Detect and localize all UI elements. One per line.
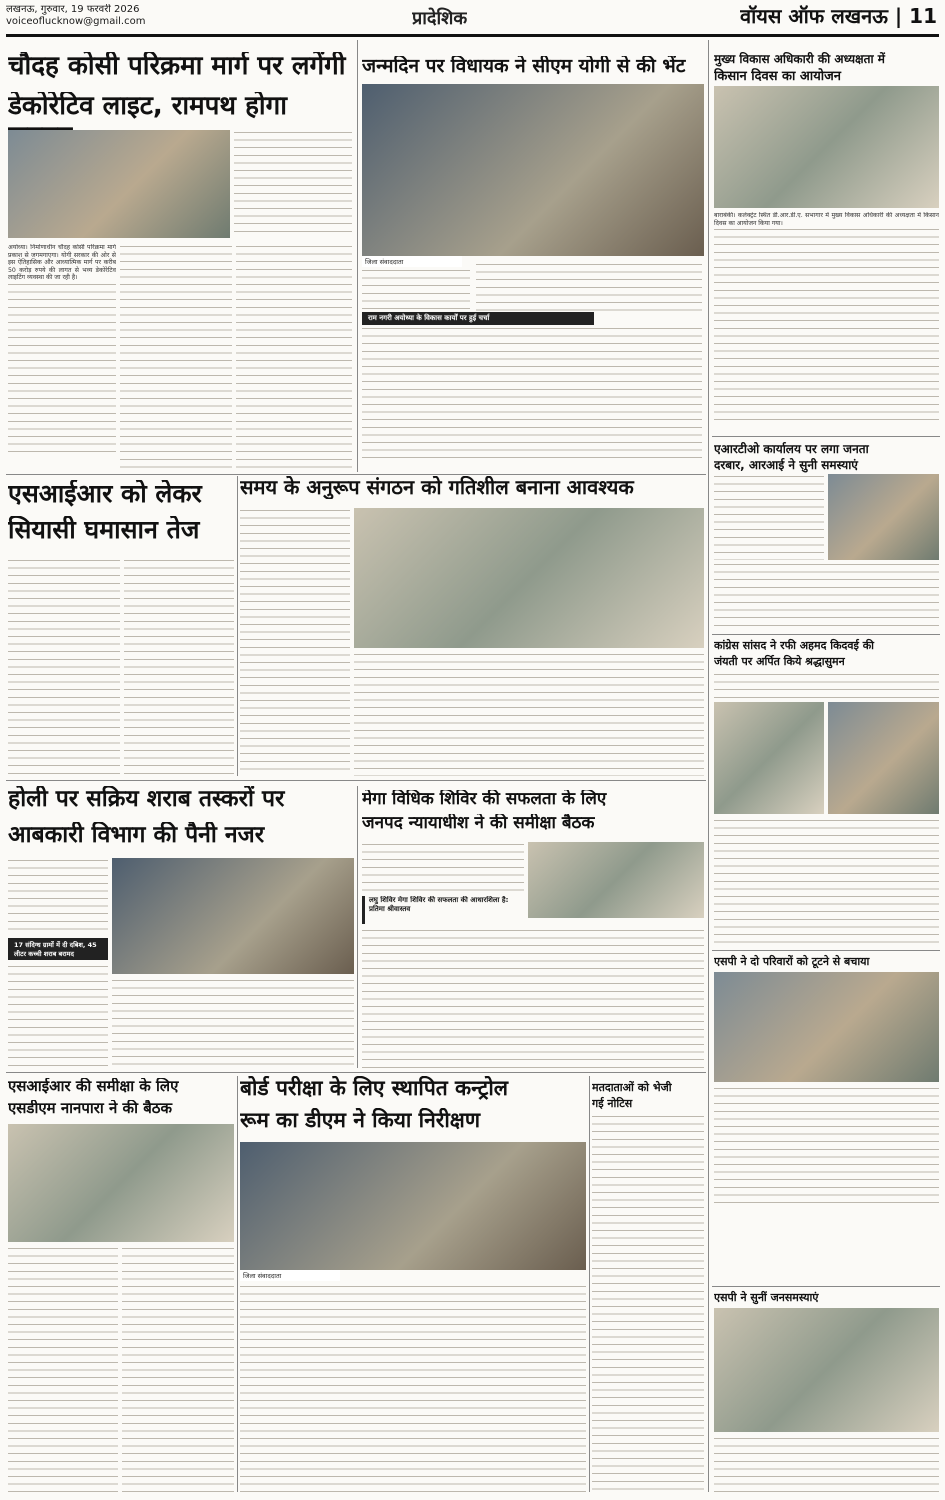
story5-photo [354, 508, 704, 648]
story11-col2 [122, 1246, 234, 1492]
story2-headline: जन्मदिन पर विधायक ने सीएम योगी से की भेंट [362, 56, 686, 77]
story7-headline-line2: जंयती पर अर्पित किये श्रद्धासुमन [714, 655, 845, 668]
story5-headline: समय के अनुरूप संगठन को गतिशील बनाना आवश्यक [240, 476, 634, 499]
story8-highlight: 17 संदिग्ध ग्रामों में दी दबिश, 45 लीटर कच्ची शराब बरामद [8, 938, 108, 960]
story4-headline-line2: सियासी घमासान तेज [8, 516, 200, 544]
separator-h7 [712, 1286, 940, 1287]
story2-col1-top [362, 268, 470, 314]
story11-photo [8, 1124, 234, 1242]
story12-photo [240, 1142, 586, 1270]
story7-photo2 [828, 702, 939, 814]
story6-body [714, 562, 939, 632]
story9-headline-line2: जनपद न्यायाधीश ने की समीक्षा बैठक [362, 814, 595, 833]
story6-headline-line2: दरबार, आरआई ने सुनी समस्याएं [714, 458, 858, 472]
masthead-left [6, 4, 145, 28]
story7-intro [714, 672, 939, 700]
story10-photo [714, 972, 939, 1082]
separator-h6 [712, 950, 940, 951]
separator-v2 [708, 40, 709, 1492]
story14-headline: एसपी ने सुनीं जनसमस्याएं [714, 1291, 819, 1304]
story10-headline: एसपी ने दो परिवारों को टूटने से बचाया [714, 955, 870, 968]
story9-col1-top [362, 842, 524, 892]
story2-col2-top [476, 262, 702, 312]
story7-body [714, 818, 939, 946]
story1-col2 [120, 244, 232, 472]
story5-body [354, 652, 704, 776]
masthead-rule [6, 34, 939, 37]
story5-col1 [240, 508, 350, 776]
story2-photo [362, 84, 704, 256]
story8-col2 [112, 978, 354, 1066]
story8-photo [112, 858, 354, 974]
separator-h4 [712, 436, 940, 437]
separator-h5 [712, 634, 940, 635]
story1-photo [8, 130, 230, 238]
story4-col1 [8, 558, 120, 774]
story13-headline-line2: गई नोटिस [592, 1097, 633, 1110]
story9-body [362, 928, 704, 1068]
story8-col1-top [8, 858, 108, 936]
story14-photo [714, 1308, 939, 1432]
dateline: लखनऊ, गुरुवार, 19 फरवरी 2026 [6, 4, 140, 15]
separator-h1 [6, 474, 706, 475]
story10-body [714, 1086, 939, 1204]
story6-photo [828, 474, 939, 560]
story11-headline-line2: एसडीएम नानपारा ने की बैठक [8, 1100, 172, 1117]
story6-headline-line1: एआरटीओ कार्यालय पर लगा जनता [714, 442, 869, 456]
story14-body [714, 1436, 939, 1492]
story1-more-lines [8, 282, 116, 452]
story8-headline-line2: आबकारी विभाग की पैनी नजर [8, 822, 265, 848]
story1-headline-line1: चौदह कोसी परिक्रमा मार्ग पर लगेंगी [8, 52, 346, 81]
story12-caption: जिला संवाददाता [240, 1270, 340, 1281]
story12-headline-line1: बोर्ड परीक्षा के लिए स्थापित कन्ट्रोल [240, 1076, 509, 1100]
story7-photo1 [714, 702, 824, 814]
separator-v4 [357, 786, 358, 1068]
story1-lede-text: अयोध्या। निर्माणाधीन चौदह कोसी परिक्रमा मार्ग प्रकाश से जगमगाएगा। योगी सरकार की ओर से इस ऐतिहासिक और आध्यात्मिक मार्ग पर करीब 50 करोड़ रुपये की लागत से भव्य डेकोरेटिव लाइटिंग व्यवस्था की जा रही है। [8, 244, 116, 282]
story9-headline-line1: मेगा विधिक शिविर की सफलता के लिए [362, 790, 607, 809]
story9-photo [528, 842, 704, 918]
story2-body [362, 326, 702, 464]
story3-lede-text: बाराबंकी। कलेक्ट्रेट स्थित डी.आर.डी.ए. सभागार में मुख्य विकास अधिकारी की अध्यक्षता में किसान दिवस का आयोजन किया गया। [714, 212, 939, 227]
story3-body [714, 212, 939, 434]
story1-lede [8, 244, 116, 472]
separator-v1 [357, 40, 358, 472]
story13-headline-line1: मतदाताओं को भेजी [592, 1081, 672, 1094]
story3-headline-line2: किसान दिवस का आयोजन [714, 69, 841, 84]
separator-v5 [237, 1076, 238, 1492]
story12-body [240, 1284, 586, 1492]
story1-column-text [234, 130, 352, 238]
email: voiceoflucknow@gmail.com [6, 16, 146, 27]
story13-body [592, 1114, 704, 1492]
story11-headline-line1: एसआईआर की समीक्षा के लिए [8, 1078, 179, 1095]
story6-col-text [714, 474, 824, 560]
separator-h2 [6, 780, 706, 781]
story11-col1 [8, 1246, 118, 1492]
story3-headline-line1: मुख्य विकास अधिकारी की अध्यक्षता में [714, 52, 885, 66]
separator-v3 [237, 476, 238, 776]
paper-title: वॉयस ऑफ लखनऊ | 11 [739, 4, 937, 28]
story3-more-lines [714, 227, 939, 423]
page-number: 11 [909, 4, 937, 28]
story4-headline-line1: एसआईआर को लेकर [8, 480, 202, 508]
story8-headline-line1: होली पर सक्रिय शराब तस्करों पर [8, 786, 285, 812]
paper-name: वॉयस ऑफ लखनऊ [739, 4, 888, 28]
story7-headline-line1: कांग्रेस सांसद ने रफी अहमद किदवई की [714, 639, 875, 652]
story4-col2 [124, 558, 234, 774]
story2-caption: जिला संवाददाता [362, 256, 462, 267]
story1-text-lines [234, 130, 352, 238]
story2-highlight: राम नगरी अयोध्या के विकास कार्यों पर हुई चर्चा [362, 312, 594, 325]
story8-col1 [8, 964, 108, 1066]
section-title: प्रादेशिक [412, 8, 468, 29]
story1-col3 [236, 244, 352, 472]
story12-headline-line2: रूम का डीएम ने किया निरीक्षण [240, 1108, 481, 1132]
story9-quote: लघु शिविर मेगा शिविर की सफलता की आधारशिला है: प्रतिमा श्रीवास्तव [362, 896, 524, 924]
separator-v6 [589, 1076, 590, 1492]
story1-headline-line2: डेकोरेटिव लाइट, रामपथ होगा [8, 92, 288, 121]
story3-photo [714, 86, 939, 208]
separator-h3 [6, 1072, 706, 1073]
